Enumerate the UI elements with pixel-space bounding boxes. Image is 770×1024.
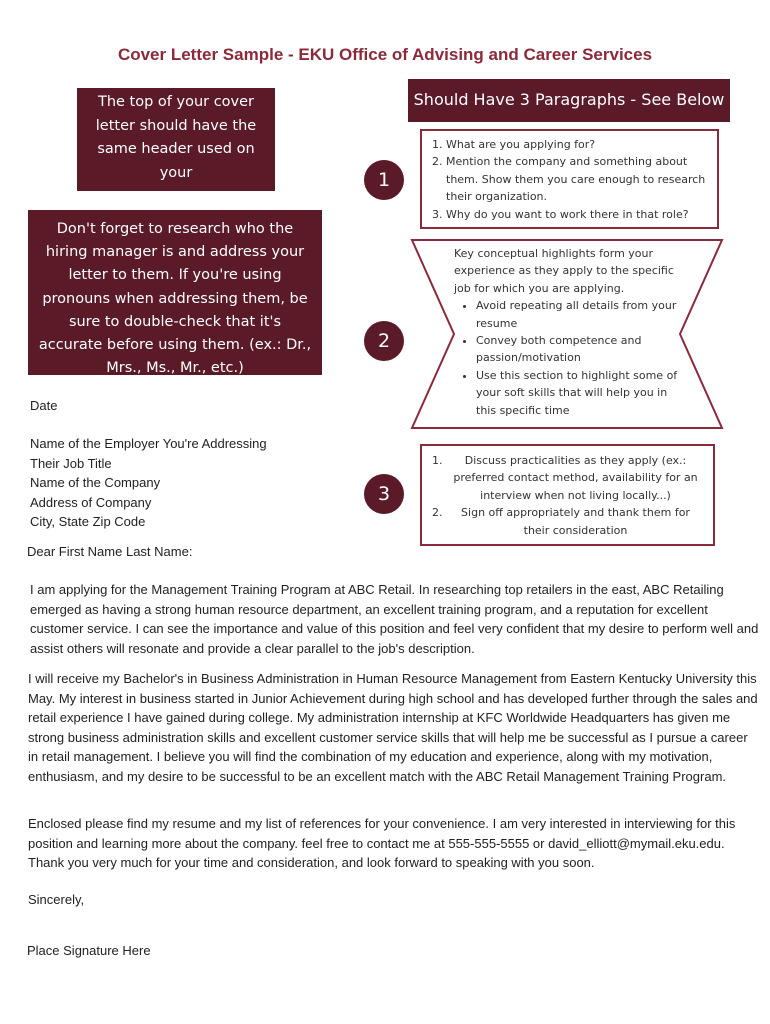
hiring-manager-tip-callout: Don't forget to research who the hiring manager is and address your letter to them. If you're using pronouns when addressing them, be sure to double-check that it's accurate before using them. (ex.: Dr., Mrs., Ms., Mr., etc.) xyxy=(28,210,322,375)
employer-address-line: Name of the Company xyxy=(30,475,161,491)
list-item xyxy=(432,452,703,504)
letter-date: Date xyxy=(30,398,58,413)
list-item-text: Discuss practicalities as they apply (ex.: preferred contact method, availability for an interview when not living locally...) xyxy=(453,454,698,502)
header-tip-callout xyxy=(77,88,275,204)
letter-paragraph-1: I am applying for the Management Training Program at ABC Retail. In researching top retailers in the east, ABC Retailing emerged as having a strong human resource department, an excellent training program, and a reputation for excellent customer service. I can see the importance and value of this position and feel very confident that my desire to perform well and assist others will resonate and provide a clear parallel to the job's description. xyxy=(30,582,759,656)
paragraph-3-number-badge: 3 xyxy=(364,474,404,514)
letter-salutation: Dear First Name Last Name: xyxy=(27,544,193,559)
header-tip-line: letter should have the xyxy=(95,117,257,134)
paragraph-2-number-badge: 2 xyxy=(364,321,404,361)
employer-address-line: Their Job Title xyxy=(30,455,112,471)
header-tip-line: resume. xyxy=(146,188,206,204)
letter-paragraph-2: I will receive my Bachelor's in Business Administration in Human Resource Management from Eastern Kentucky University this May. My interest in business started in Junior Achievement during high school and has developed further through the sales and retail experience I have gained during college. My administration internship at KFC Worldwide Headquarters has given me strong business administration skills and excellent customer service skills that will help me be successful as I pursue a career in retail management. I believe you will find the combination of my education and experience, along with my motivation, enthusiasm, and my desire to be successful to be an excellent match with the ABC Retail Management Training Program. xyxy=(28,671,758,784)
list-item: 2. Mention the company and something about them. Show them you care enough to research their organization. xyxy=(446,153,709,205)
list-item: • Avoid repeating all details from your resume xyxy=(476,297,684,332)
paragraph-3-guidance-box xyxy=(420,444,715,546)
employer-address-block xyxy=(30,434,267,532)
header-tip-line: The top of your cover xyxy=(97,94,255,110)
paragraph-2-intro: Key conceptual highlights form your experience as they apply to the specific job for which you are applying. xyxy=(454,247,674,295)
page-title: Cover Letter Sample - EKU Office of Advising and Career Services xyxy=(117,45,653,64)
header-tip-line: same header used on your xyxy=(97,141,255,181)
paragraph-1-number-badge: 1 xyxy=(364,160,404,200)
paragraph-2-bullet-list xyxy=(454,297,684,419)
list-item-number: 1. xyxy=(432,454,443,467)
signature-placeholder: Place Signature Here xyxy=(27,943,151,958)
paragraph-1-guidance-list xyxy=(430,136,709,223)
list-item: 1. What are you applying for? xyxy=(446,136,709,153)
list-item: • Convey both competence and passion/motivation xyxy=(476,332,684,367)
employer-address-line: Address of Company xyxy=(30,494,152,510)
list-item: • Use this section to highlight some of your soft skills that will help you in this specific time xyxy=(476,367,684,419)
list-item: 3. Why do you want to work there in that role? xyxy=(446,206,709,223)
paragraph-1-guidance-box xyxy=(420,129,719,229)
list-item xyxy=(432,504,703,539)
paragraphs-heading-callout: Should Have 3 Paragraphs - See Below xyxy=(408,79,730,122)
paragraph-2-guidance-text xyxy=(454,245,684,419)
letter-paragraph-3: Enclosed please find my resume and my list of references for your convenience. I am very interested in interviewing for this position and learning more about the company. feel free to contact me at 555-555-5555 or david_elliott@mymail.eku.edu. Thank you very much for your time and consideration, and look forward to speaking with you soon. xyxy=(28,816,736,871)
employer-address-line: Name of the Employer You're Addressing xyxy=(30,436,267,451)
employer-address-line: City, State Zip Code xyxy=(30,514,146,530)
list-item-text: Sign off appropriately and thank them for their consideration xyxy=(461,506,690,537)
letter-closing: Sincerely, xyxy=(28,892,85,907)
list-item-number: 2. xyxy=(432,506,443,520)
